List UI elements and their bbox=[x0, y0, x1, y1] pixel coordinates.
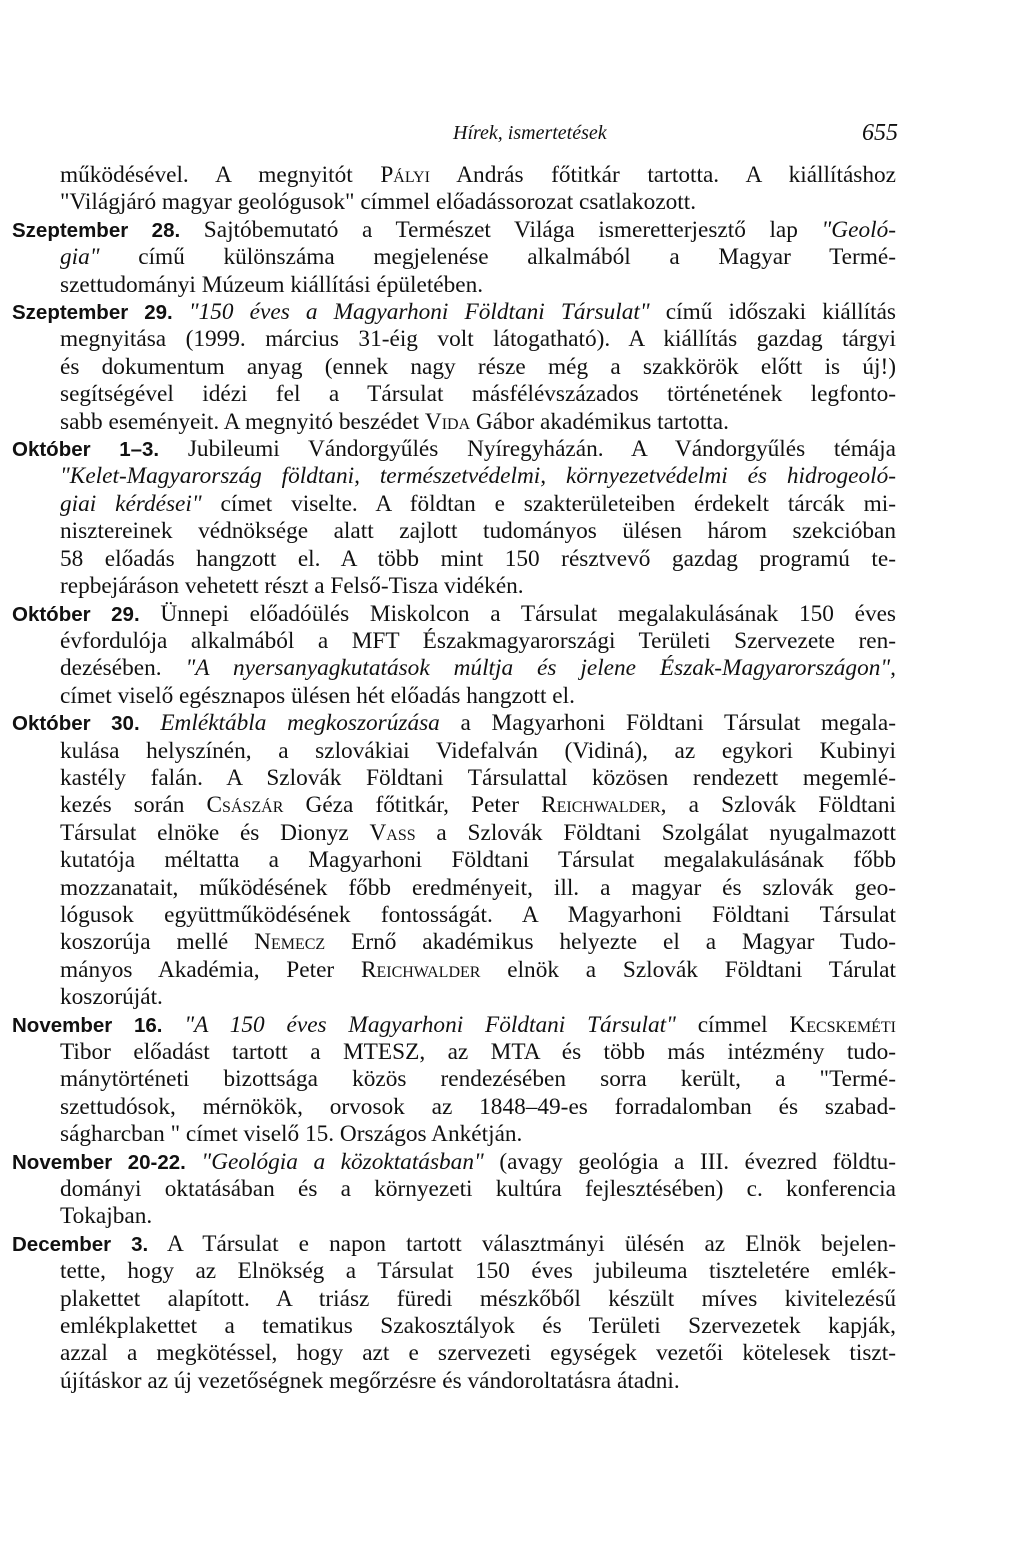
text-line bbox=[60, 573, 896, 600]
text-run: című időszaki kiállítás bbox=[649, 299, 896, 326]
text-line bbox=[60, 1066, 896, 1093]
text-line bbox=[60, 628, 896, 655]
entry-date: Szeptember 29. bbox=[12, 301, 173, 325]
entry-date: Szeptember 28. bbox=[12, 218, 181, 242]
text-line bbox=[60, 1176, 896, 1203]
text-line bbox=[60, 463, 896, 490]
text-run: mánytörténeti bizottsága közös rendezésében sorra került, a "Termé- bbox=[60, 1066, 896, 1093]
text-line bbox=[60, 902, 896, 929]
entry-date: November 20-22. bbox=[12, 1150, 186, 1174]
text-run: megnyitása (1999. március 31-éig volt látogatható). A kiállítás gazdag tárgyi bbox=[60, 326, 896, 353]
text-run: kulása helyszínén, a szlovákiai Videfalván (Vidiná), az egykori Kubinyi bbox=[60, 737, 896, 764]
italic-title: "A nyersanyagkutatások múltja és jelene Észak-Magyarországon", bbox=[185, 655, 896, 682]
italic-title: giai kérdései" bbox=[60, 490, 202, 517]
text-line bbox=[12, 217, 896, 244]
italic-title: "A 150 éves Magyarhoni Földtani Társulat" bbox=[184, 1011, 676, 1038]
text-line bbox=[60, 847, 896, 874]
text-line bbox=[60, 409, 896, 436]
entry-continuation bbox=[60, 162, 896, 217]
text-run: Sajtóbemutató a Természet Világa ismeretterjesztő lap bbox=[180, 216, 822, 243]
text-run: dezésében. bbox=[60, 655, 186, 682]
text-run: , a Szlovák Földtani bbox=[660, 792, 896, 819]
person-name: Reichwalder bbox=[541, 792, 661, 819]
person-name: Vass bbox=[369, 819, 416, 846]
entry-date: November 16. bbox=[12, 1013, 163, 1037]
text-line bbox=[60, 738, 896, 765]
text-run: ságharcban " címet viselő 15. Országos Ankétján. bbox=[60, 1121, 523, 1148]
page-number: 655 bbox=[862, 120, 898, 146]
person-name: Vida bbox=[424, 408, 471, 435]
entry-date: Október 29. bbox=[12, 602, 140, 626]
text-line bbox=[60, 1340, 896, 1367]
entry-date: December 3. bbox=[12, 1232, 149, 1256]
text-run: Géza főtitkár, Peter bbox=[283, 792, 542, 819]
person-name: Császár bbox=[206, 792, 284, 819]
text-run: koszorúja mellé bbox=[60, 929, 255, 956]
italic-title: Emléktábla megkoszorúzása bbox=[160, 710, 440, 737]
text-line bbox=[12, 436, 896, 463]
text-run: újításkor az új vezetőségnek megőrzésre és vándoroltatásra átadni. bbox=[60, 1367, 680, 1394]
person-name: Kecskeméti bbox=[789, 1011, 896, 1038]
chronicle-entry bbox=[12, 710, 897, 1011]
text-run: mányos Akadémia, Peter bbox=[60, 956, 361, 983]
chronicle-entry bbox=[12, 299, 896, 436]
text-run: című különszáma megjelenése alkalmából a Magyar Termé- bbox=[99, 244, 896, 271]
text-line bbox=[60, 354, 896, 381]
text-line bbox=[60, 1258, 896, 1285]
chronicle-entry bbox=[12, 1230, 896, 1395]
text-run: 58 előadás hangzott el. A több mint 150 résztvevő gazdag programú te- bbox=[60, 545, 896, 572]
text-run: A Társulat e napon tartott választmányi ülésén az Elnök bejelen- bbox=[148, 1230, 896, 1257]
text-run: emlékplakettet a tematikus Szakosztályok és Területi Szervezetek kapják, bbox=[60, 1313, 896, 1340]
text-run: Jubileumi Vándorgyűlés Nyíregyházán. A Vándorgyűlés témája bbox=[159, 436, 896, 463]
text-run: kutatója méltatta a Magyarhoni Földtani Társulat megalakulásának főbb bbox=[60, 847, 896, 874]
chronicle-entry bbox=[12, 1148, 896, 1231]
text-line bbox=[60, 683, 896, 710]
text-line bbox=[60, 655, 896, 682]
text-run: Gábor akadémikus tartotta. bbox=[470, 408, 729, 435]
italic-title: gia" bbox=[60, 244, 100, 271]
text-run: működésével. A megnyitót bbox=[60, 162, 381, 188]
text-line bbox=[60, 1368, 896, 1395]
text-line bbox=[12, 710, 896, 737]
text-run: címet viselő egésznapos ülésen hét előadás hangzott el. bbox=[60, 682, 575, 709]
chronicle-entry bbox=[12, 1011, 896, 1149]
text-line bbox=[60, 326, 896, 353]
entry-date: Október 1–3. bbox=[12, 438, 160, 462]
body-text bbox=[12, 162, 897, 1395]
entry-date: Október 30. bbox=[12, 712, 140, 736]
text-line bbox=[60, 381, 896, 408]
person-name: Pályi bbox=[380, 162, 430, 188]
text-run: a Magyarhoni Földtani Társulat megala- bbox=[439, 710, 896, 737]
text-run bbox=[140, 710, 161, 736]
text-line bbox=[60, 491, 896, 518]
text-run: és dokumentum anyag (ennek nagy része még a szakkörök előtt is új!) bbox=[60, 353, 896, 380]
text-line bbox=[60, 765, 896, 792]
text-line bbox=[60, 957, 896, 984]
text-line bbox=[60, 244, 896, 271]
text-line bbox=[60, 984, 896, 1011]
chronicle-entry bbox=[12, 600, 896, 711]
chronicle-entry bbox=[12, 216, 896, 299]
text-run: elnök a Szlovák Földtani Tárulat bbox=[480, 956, 896, 983]
text-run: évfordulója alkalmából a MFT Északmagyarországi Területi Szervezete ren- bbox=[60, 627, 896, 654]
text-line bbox=[60, 1121, 896, 1148]
text-run bbox=[162, 1012, 184, 1038]
text-line bbox=[60, 546, 896, 573]
chronicle-entry bbox=[12, 436, 896, 600]
text-line bbox=[60, 875, 896, 902]
text-line bbox=[60, 272, 896, 299]
text-line bbox=[60, 1039, 896, 1066]
running-title: Hírek, ismertetések bbox=[453, 122, 607, 144]
page-header bbox=[108, 118, 898, 152]
text-run: plakettet alapított. A triász füredi mészkőből készült míves kivitelezésű bbox=[60, 1285, 896, 1312]
text-run: (avagy geológia a III. évezred földtu- bbox=[483, 1148, 896, 1175]
text-run: Ünnepi előadóülés Miskolcon a Társulat megalakulásának 150 éves bbox=[139, 600, 896, 627]
text-run: a Szlovák Földtani Szolgálat nyugalmazott bbox=[415, 819, 897, 846]
text-run bbox=[173, 299, 189, 325]
italic-title: "Geoló- bbox=[821, 216, 896, 243]
text-run: "Világjáró magyar geológusok" címmel előadássorozat csatlakozott. bbox=[60, 189, 697, 216]
text-line bbox=[60, 929, 896, 956]
italic-title: "150 éves a Magyarhoni Földtani Társulat" bbox=[188, 299, 650, 326]
text-line bbox=[60, 189, 896, 216]
text-run: sabb eseményeit. A megnyitó beszédet bbox=[60, 408, 425, 435]
text-run: Tibor előadást tartott a MTESZ, az MTA és több más intézmény tudo- bbox=[60, 1039, 896, 1065]
text-line bbox=[12, 1149, 896, 1176]
text-run: repbejáráson vehetett részt a Felső-Tisza vidékén. bbox=[60, 573, 524, 600]
text-line bbox=[12, 1012, 896, 1039]
text-run: lógusok együttműködésének fontosságát. A Magyarhoni Földtani Társulat bbox=[60, 901, 896, 928]
text-run: Ernő akadémikus helyezte el a Magyar Tudo- bbox=[325, 929, 897, 956]
text-run: szettudósok, mérnökök, orvosok az 1848–49-es forradalomban és szabad- bbox=[60, 1093, 896, 1120]
text-line bbox=[12, 299, 896, 326]
text-line bbox=[60, 162, 896, 189]
text-line bbox=[60, 518, 896, 545]
person-name: Nemecz bbox=[254, 929, 326, 956]
text-line bbox=[60, 1286, 896, 1313]
text-run: azzal a megkötéssel, hogy azt e szervezeti egységek vezetői kötelesek tiszt- bbox=[60, 1340, 896, 1367]
text-run: nisztereinek védnöksége alatt zajlott tudományos ülésen három szekcióban bbox=[60, 518, 896, 545]
text-run bbox=[186, 1149, 202, 1175]
text-run: tette, hogy az Elnökség a Társulat 150 éves jubileuma tiszteletére emlék- bbox=[60, 1258, 896, 1285]
text-run: koszorúját. bbox=[60, 984, 163, 1011]
person-name: Reichwalder bbox=[360, 956, 481, 983]
text-run: kezés során bbox=[60, 792, 207, 819]
text-line bbox=[60, 792, 896, 819]
text-line bbox=[12, 601, 896, 628]
text-line bbox=[60, 1313, 896, 1340]
text-run: Tokajban. bbox=[60, 1203, 153, 1230]
text-run: Társulat elnöke és Dionyz bbox=[60, 819, 370, 846]
text-run: segítségével idézi fel a Társulat másfélévszázados történetének legfonto- bbox=[60, 381, 896, 408]
italic-title: "Geológia a közoktatásban" bbox=[201, 1148, 484, 1175]
text-run: András főtitkár tartotta. A kiállításhoz bbox=[429, 162, 896, 188]
text-line bbox=[60, 820, 896, 847]
text-line bbox=[12, 1231, 896, 1258]
text-run: címet viselte. A földtan e szakterületeiben érdekelt tárcák mi- bbox=[201, 490, 896, 517]
text-run: mozzanatait, működésének főbb eredményeit, ill. a magyar és szlovák geo- bbox=[60, 874, 896, 901]
italic-title: "Kelet-Magyarország földtani, természetvédelmi, környezetvédelmi és hidrogeoló- bbox=[60, 463, 896, 490]
text-line bbox=[60, 1203, 896, 1230]
text-run: kastély falán. A Szlovák Földtani Társulattal közösen rendezett megemlé- bbox=[60, 764, 896, 791]
text-run: dományi oktatásában és a környezeti kultúra fejlesztésében) c. konferencia bbox=[60, 1176, 896, 1203]
text-run: szettudományi Múzeum kiállítási épületében. bbox=[60, 271, 484, 298]
text-line bbox=[60, 1094, 896, 1121]
text-run: címmel bbox=[675, 1011, 790, 1038]
